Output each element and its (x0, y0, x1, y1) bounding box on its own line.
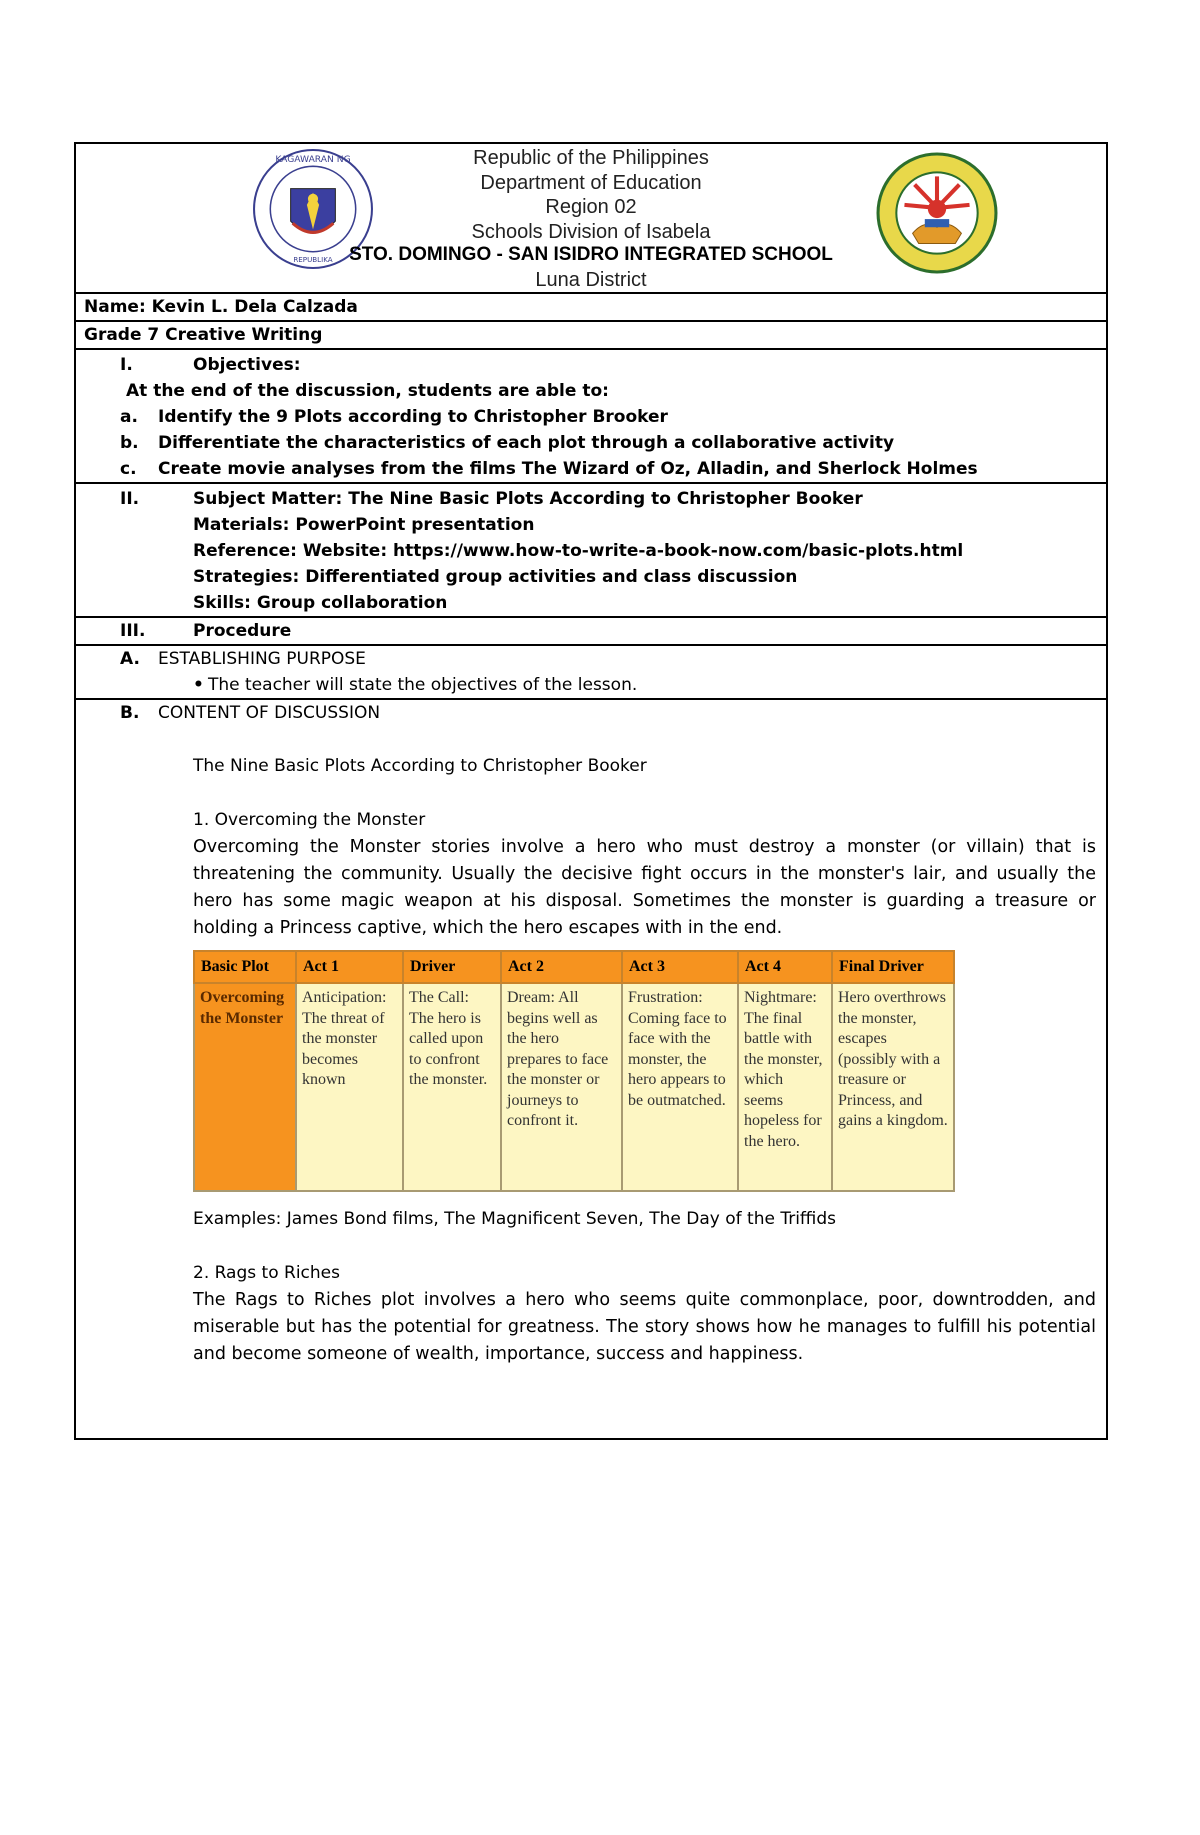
bullet-icon: • (193, 675, 204, 695)
table-cell-final-driver: Hero overthrows the monster, escapes (possibly with a treasure or Princess, and gains a kingdom. (832, 983, 954, 1191)
name-row (74, 292, 1108, 320)
discussion-heading: The Nine Basic Plots According to Christopher Booker (193, 756, 647, 776)
content-discussion-section (74, 698, 1108, 1440)
objectives-section (74, 348, 1108, 482)
table-header: Act 1 (296, 951, 403, 983)
svg-text:KAGAWARAN NG: KAGAWARAN NG (275, 155, 351, 166)
header-division: Schools Division of Isabela (471, 221, 711, 243)
table-header: Act 2 (501, 951, 622, 983)
table-header: Basic Plot (194, 951, 296, 983)
objective-letter: a. (120, 407, 138, 427)
establishing-title: ESTABLISHING PURPOSE (158, 649, 366, 669)
header-district: Luna District (535, 269, 647, 291)
header-department: Department of Education (480, 172, 702, 194)
table-header: Act 3 (622, 951, 738, 983)
subject-numeral: II. (120, 489, 140, 509)
objective-letter: c. (120, 459, 137, 479)
establishing-purpose-section (74, 644, 1108, 698)
grade-row (74, 320, 1108, 348)
school-seal-icon (876, 152, 998, 274)
table-header: Act 4 (738, 951, 832, 983)
table-header-row (194, 951, 954, 983)
establishing-item: The teacher will state the objectives of the lesson. (208, 675, 638, 695)
table-cell-act3: Frustration: Coming face to face with the monster, the hero appears to be outmatched. (622, 983, 738, 1191)
grade-subject: Grade 7 Creative Writing (84, 325, 323, 345)
plot1-title: 1. Overcoming the Monster (193, 810, 426, 830)
objectives-intro: At the end of the discussion, students are able to: (126, 381, 609, 401)
table-cell-act1: Anticipation: The threat of the monster becomes known (296, 983, 403, 1191)
table-header: Final Driver (832, 951, 954, 983)
table-row (194, 983, 954, 1191)
objective-item: Identify the 9 Plots according to Christopher Brooker (158, 407, 668, 427)
subject-line: Subject Matter: The Nine Basic Plots According to Christopher Booker (193, 489, 863, 509)
subject-line: Materials: PowerPoint presentation (193, 515, 535, 535)
subject-line: Reference: Website: https://www.how-to-write-a-book-now.com/basic-plots.html (193, 541, 964, 561)
subject-line: Skills: Group collaboration (193, 593, 448, 613)
plot1-description: Overcoming the Monster stories involve a hero who must destroy a monster (or villain) that is threatening the community. Usually the decisive fight occurs in the monster's lair, and usually the hero has some magic weapon at his disposal. Sometimes the monster is guarding a treasure or holding a Princess captive, which the hero escapes with in the end. (193, 837, 1096, 938)
establishing-letter: A. (120, 649, 140, 669)
content-letter: B. (120, 703, 140, 723)
header-school-name: STO. DOMINGO - SAN ISIDRO INTEGRATED SCHOOL (349, 244, 833, 265)
svg-text:REPUBLIKA: REPUBLIKA (293, 254, 333, 264)
table-header: Driver (403, 951, 501, 983)
table-cell-act4: Nightmare: The final battle with the monster, which seems hopeless for the hero. (738, 983, 832, 1191)
plot-table (193, 950, 955, 1192)
table-cell-act2: Dream: All begins well as the hero prepares to face the monster or journeys to confront it. (501, 983, 622, 1191)
procedure-section (74, 616, 1108, 644)
letterhead (74, 142, 1108, 292)
header-republic: Republic of the Philippines (473, 147, 709, 169)
header-region: Region 02 (545, 196, 637, 218)
subject-line: Strategies: Differentiated group activities and class discussion (193, 567, 798, 587)
table-cell-basic-plot: Overcoming the Monster (194, 983, 296, 1191)
objectives-title: Objectives: (193, 355, 301, 375)
table-cell-driver: The Call: The hero is called upon to confront the monster. (403, 983, 501, 1191)
objective-letter: b. (120, 433, 139, 453)
objectives-numeral: I. (120, 355, 133, 375)
subject-matter-section (74, 482, 1108, 616)
student-name: Name: Kevin L. Dela Calzada (84, 297, 358, 317)
procedure-numeral: III. (120, 621, 146, 641)
objective-item: Create movie analyses from the films The Wizard of Oz, Alladin, and Sherlock Holmes (158, 459, 978, 479)
objective-item: Differentiate the characteristics of each plot through a collaborative activity (158, 433, 895, 453)
lesson-plan-document (74, 142, 1108, 1440)
plot1-examples: Examples: James Bond films, The Magnificent Seven, The Day of the Triffids (193, 1209, 837, 1229)
plot2-description: The Rags to Riches plot involves a hero who seems quite commonplace, poor, downtrodden, and miserable but has the potential for greatness. The story shows how he manages to fulfill his potential and become someone of wealth, importance, success and happiness. (193, 1290, 1096, 1364)
procedure-title: Procedure (193, 621, 292, 641)
content-title: CONTENT OF DISCUSSION (158, 703, 381, 723)
plot2-title: 2. Rags to Riches (193, 1263, 340, 1283)
